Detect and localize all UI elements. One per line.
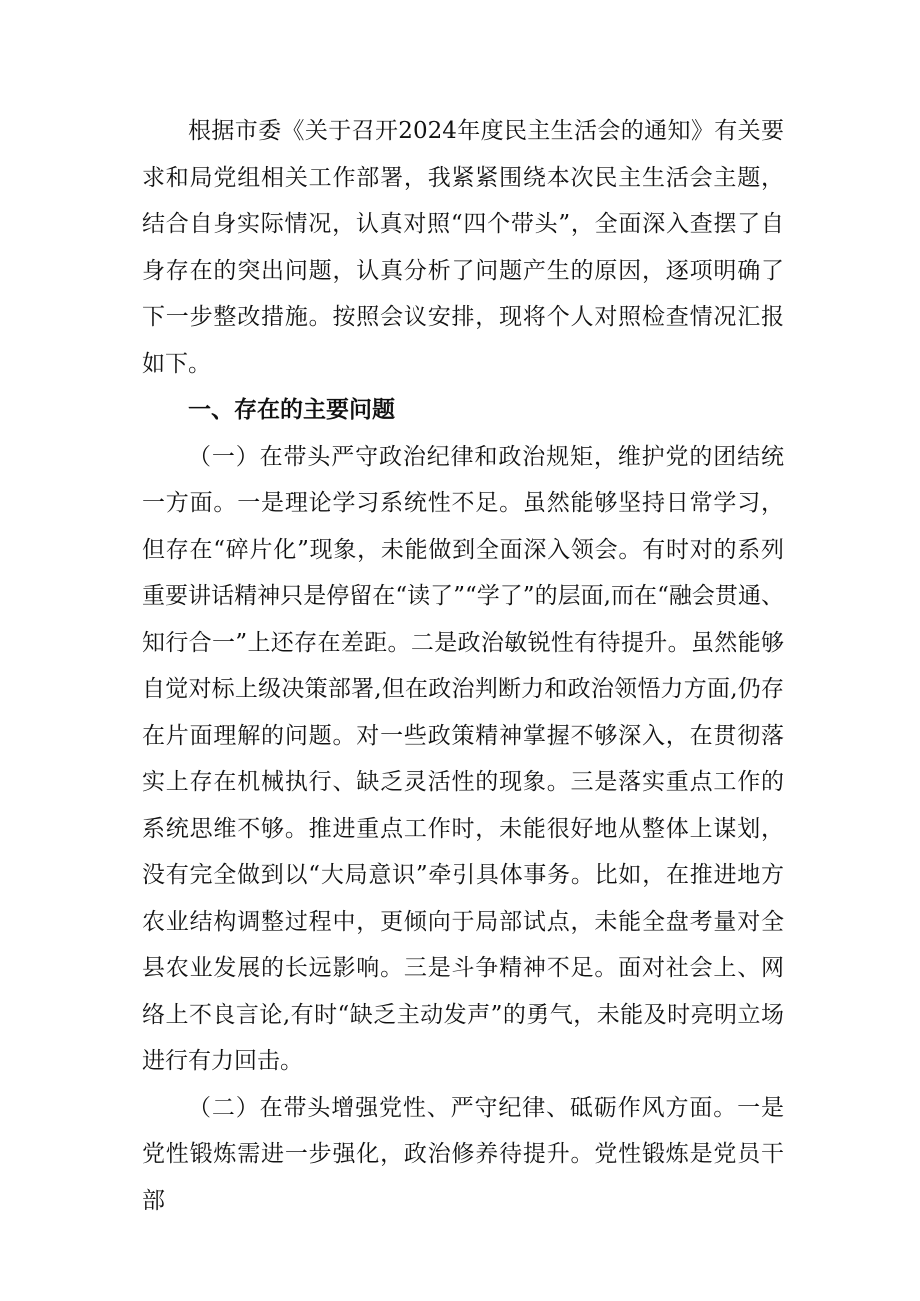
section-one-paragraph: （一）在带头严守政治纪律和政治规矩，维护党的团结统一方面。一是理论学习系统性不足。虽然能够坚持日常学习，但存在“碎片化”现象，未能做到全面深入领会。有时对的系列重要讲话精神只是停留在“读了”“学了”的层面,而在“融会贯通、知行合一”上还存在差距。二是政治敏锐性有待提升。虽然能够自觉对标上级决策部署,但在政治判断力和政治领悟力方面,仍存在片面理解的问题。对一些政策精神掌握不够深入，在贯彻落实上存在机械执行、缺乏灵活性的现象。三是落实重点工作的系统思维不够。推进重点工作时，未能很好地从整体上谋划，没有完全做到以“大局意识”牵引具体事务。比如，在推进地方农业结构调整过程中，更倾向于局部试点，未能全盘考量对全县农业发展的长远影响。三是斗争精神不足。面对社会上、网络上不良言论,有时“缺乏主动发声”的勇气，未能及时亮明立场进行有力回击。 [142, 443, 784, 1074]
section-heading: 一、存在的主要问题 [188, 397, 395, 423]
intro-paragraph: 根据市委《关于召开2024年度民主生活会的通知》有关要求和局党组相关工作部署，我紧紧围绕本次民主生活会主题，结合自身实际情况，认真对照“四个带头”，全面深入查摆了自身存在的突出问题，认真分析了问题产生的原因，逐项明确了下一步整改措施。按照会议安排，现将个人对照检查情况汇报如下。 [142, 118, 784, 377]
document-body [142, 108, 784, 1224]
section-two-paragraph: （二）在带头增强党性、严守纪律、砥砺作风方面。一是党性锻炼需进一步强化，政治修养待提升。党性锻炼是党员干部 [142, 1094, 784, 1214]
